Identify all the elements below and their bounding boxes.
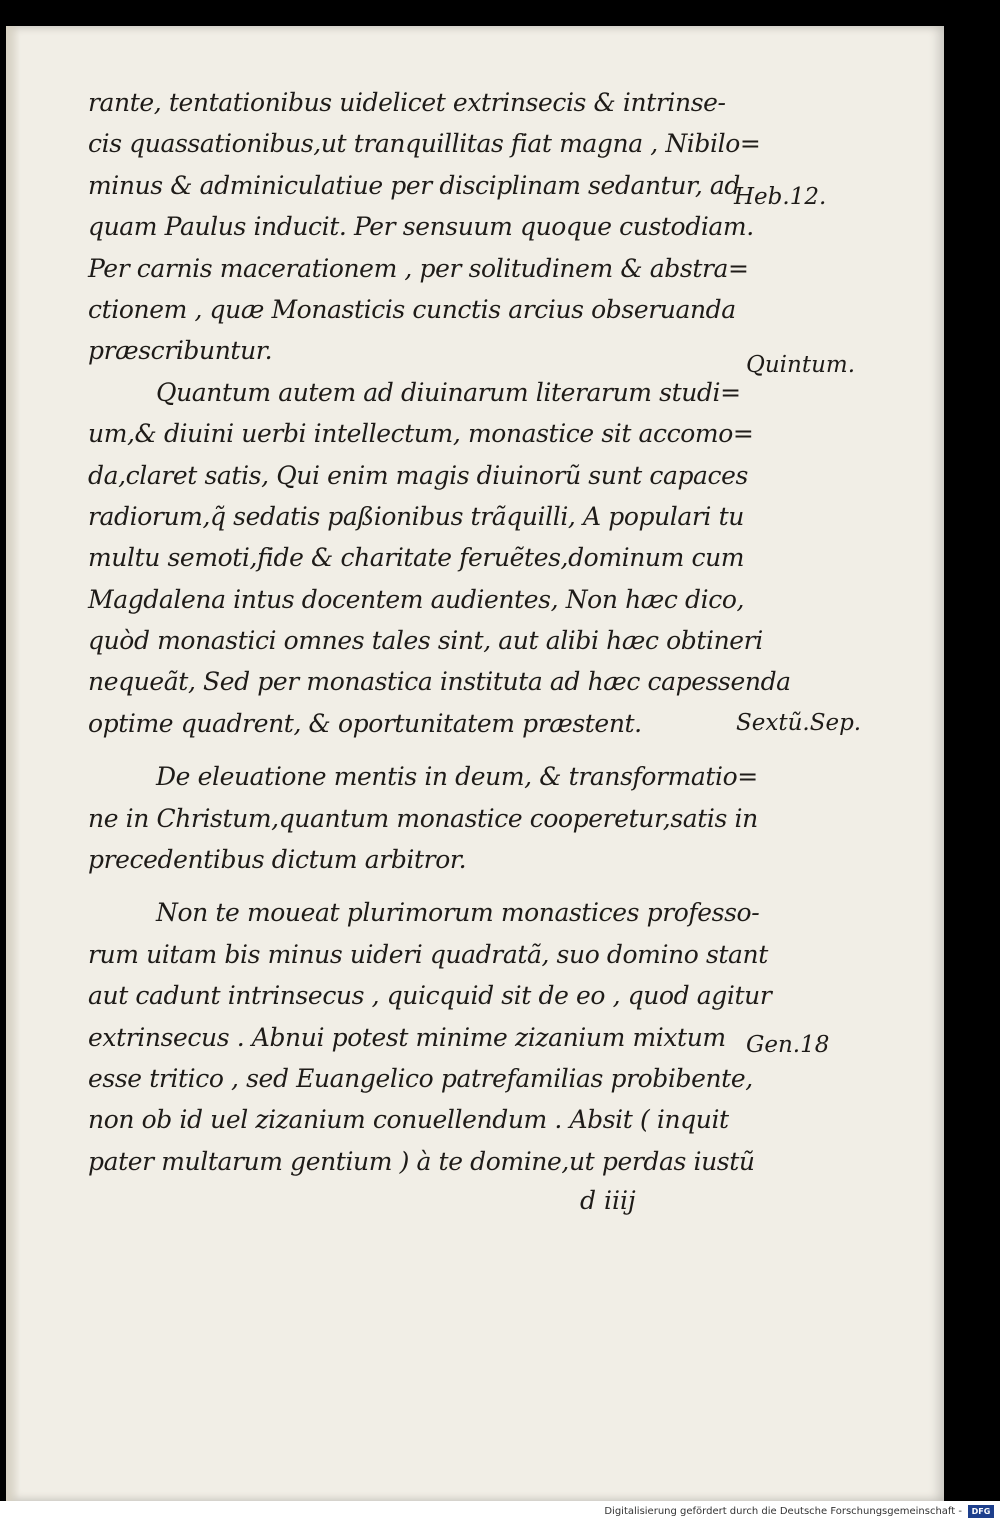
paragraph-gap [88, 880, 748, 892]
signature-mark: d iiij [580, 1186, 636, 1215]
margin-note-sextum: Sextũ.Sep. [736, 710, 862, 736]
footer-bar [0, 1501, 1000, 1521]
text-line-2: cis quassationibus,ut tranquillitas fiat magna , Nibilo= [88, 129, 761, 159]
page-gutter-shadow [6, 26, 20, 1501]
text-line-15: nequeãt, Sed per monastica instituta ad hæc capessenda [88, 667, 791, 697]
margin-note-quintum: Quintum. [746, 352, 856, 378]
text-line-25: non ob id uel zizanium conuellendum . Absit ( inquit [88, 1105, 729, 1135]
text-line-12: multu semoti,fide & charitate feruẽtes,dominum cum [88, 543, 745, 573]
text-line-9: um,& diuini uerbi intellectum, monastice sit accomo= [88, 419, 754, 449]
text-line-7: præscribuntur. [88, 336, 273, 366]
dfg-logo-icon: DFG [968, 1505, 994, 1518]
footer-credit: Digitalisierung gefördert durch die Deutsche Forschungsgemeinschaft - [604, 1506, 962, 1517]
text-line-20: Non te moueat plurimorum monastices professo- [156, 898, 760, 928]
text-line-17: De eleuatione mentis in deum, & transformatio= [156, 762, 758, 792]
text-line-1: rante, tentationibus uidelicet extrinsecis & intrinse- [88, 88, 726, 117]
text-line-16: optime quadrent, & oportunitatem præstent. [88, 708, 642, 738]
margin-note-gen: Gen.18 [746, 1032, 830, 1058]
text-line-10: da,claret satis, Qui enim magis diuinorũ sunt capaces [88, 460, 748, 490]
paragraph-gap [88, 744, 748, 756]
text-line-22: aut cadunt intrinsecus , quicquid sit de eo , quod agitur [88, 981, 772, 1011]
text-line-13: Magdalena intus docentem audientes, Non hæc dico, [88, 584, 745, 614]
text-line-8: Quantum autem ad diuinarum literarum studi= [156, 377, 741, 407]
text-line-26: pater multarum gentium ) à te domine,ut perdas iustũ [88, 1146, 755, 1176]
text-line-11: radiorum,q̃ sedatis paßionibus trãquilli, A populari tu [88, 501, 744, 531]
margin-note-heb: Heb.12. [734, 184, 827, 210]
text-line-6: ctionem , quæ Monasticis cunctis arcius obseruanda [88, 294, 736, 324]
book-page [6, 26, 944, 1501]
text-line-19: precedentibus dictum arbitror. [88, 845, 467, 875]
text-line-3: minus & adminiculatiue per disciplinam sedantur, ad [88, 170, 741, 200]
text-line-5: Per carnis macerationem , per solitudinem & abstra= [88, 253, 749, 283]
text-line-21: rum uitam bis minus uideri quadratã, suo domino stant [88, 939, 768, 969]
text-line-18: ne in Christum,quantum monastice cooperetur,satis in [88, 803, 758, 833]
text-line-24: esse tritico , sed Euangelico patrefamilias probibente, [88, 1063, 753, 1093]
text-line-14: quòd monastici omnes tales sint, aut alibi hæc obtineri [88, 626, 763, 656]
text-line-4: quam Paulus inducit. Per sensuum quoque custodiam. [88, 212, 754, 242]
text-line-23: extrinsecus . Abnui potest minime zizanium mixtum [88, 1022, 726, 1052]
